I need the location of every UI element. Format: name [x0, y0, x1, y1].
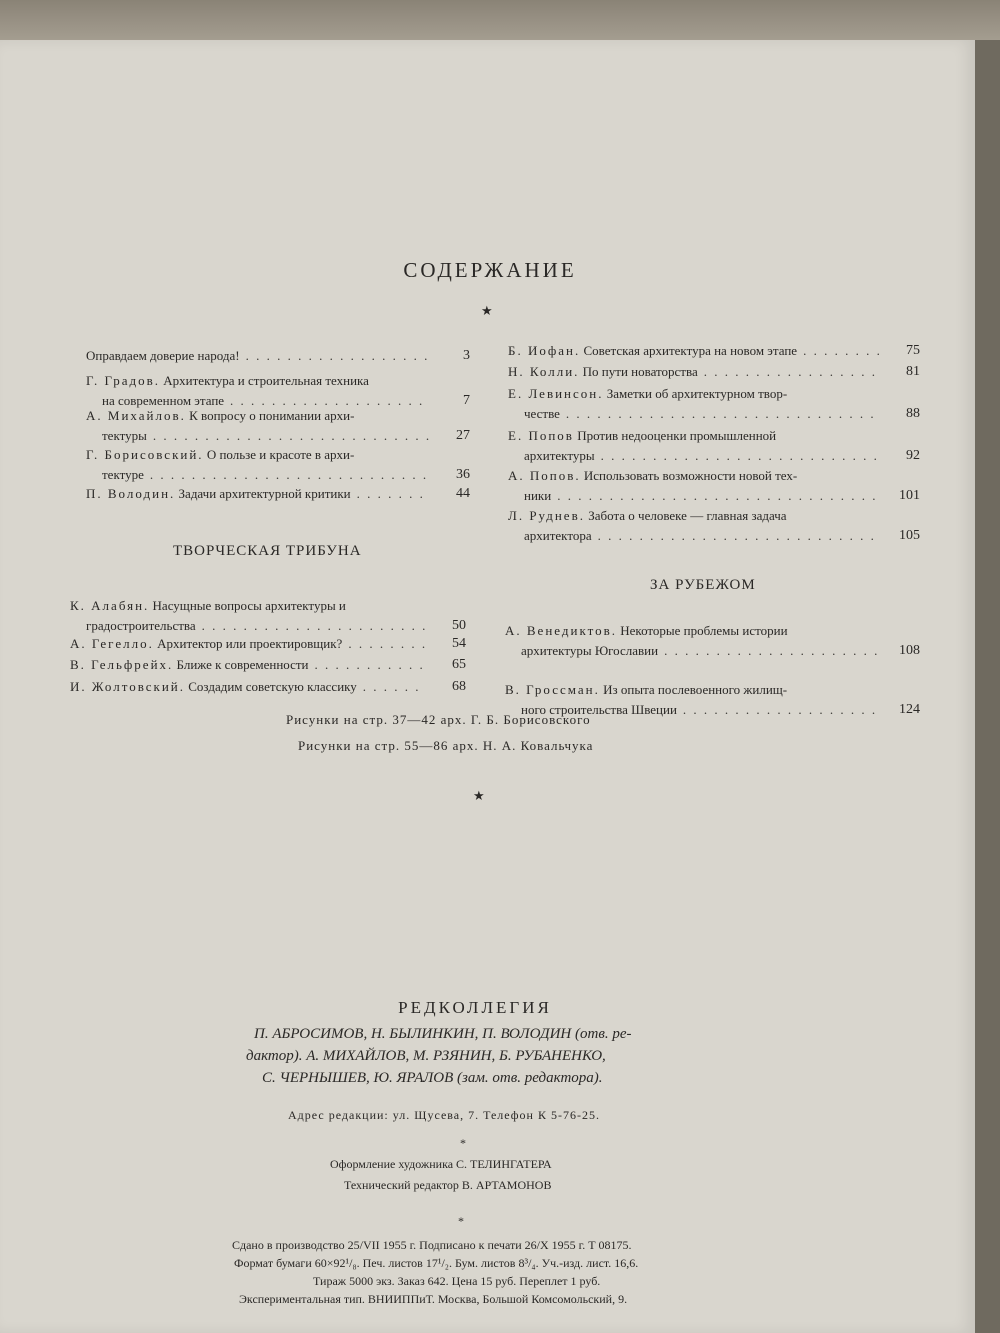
toc-entry-author: Е. Левинсон. [508, 386, 604, 401]
toc-entry-page: 75 [906, 343, 920, 358]
toc-entry-title: градостроительства [86, 618, 196, 633]
toc-entry-author: Г. Градов. [86, 373, 161, 388]
toc-entry-title: Забота о человеке — главная задача [588, 508, 787, 523]
toc-entry-page: 7 [463, 393, 470, 408]
editorial-board-line-1: П. АБРОСИМОВ, Н. БЫЛИНКИН, П. ВОЛОДИН (отв. ре- [254, 1026, 632, 1042]
toc-entry-author: А. Михайлов. [86, 408, 186, 423]
toc-entry-title: Создадим советскую классику [188, 679, 357, 694]
leader-dots [153, 426, 430, 446]
toc-entry-page: 36 [456, 467, 470, 482]
toc-entry-page: 108 [899, 643, 920, 658]
leader-dots [683, 700, 880, 720]
toc-entry-author: И. Жолтовский. [70, 679, 186, 694]
toc-entry-title: Некоторые проблемы истории [620, 623, 788, 638]
toc-entry-author: Е. Попов [508, 428, 574, 443]
imprint-line-3: Тираж 5000 экз. Заказ 642. Цена 15 руб. Переплет 1 руб. [313, 1274, 601, 1288]
toc-entry [86, 406, 470, 446]
leader-dots [357, 484, 430, 504]
editorial-board-line-3: С. ЧЕРНЫШЕВ, Ю. ЯРАЛОВ (зам. отв. редактора). [262, 1070, 603, 1086]
toc-entry-page: 101 [899, 488, 920, 503]
leader-dots [315, 655, 426, 675]
toc-entry-page: 44 [456, 486, 470, 501]
toc-entry-title: Заметки об архитектурном твор- [606, 386, 788, 401]
toc-entry [86, 445, 470, 485]
toc-entry-title: архитектуры Югославии [521, 643, 659, 658]
toc-entry-title: Архитектура и строительная техника [163, 373, 369, 388]
editorial-board-title: РЕДКОЛЛЕГИЯ [398, 998, 552, 1017]
toc-entry-title: тектуре [102, 467, 144, 482]
toc-entry-title: По пути новаторства [582, 364, 698, 379]
imprint-line-2: Формат бумаги 60×92¹/₈. Печ. листов 17¹/₂. Бум. листов 8³/₄. Уч.-изд. лист. 16,6. [234, 1256, 639, 1270]
toc-entry-author: Н. Колли. [508, 364, 580, 379]
toc-entry-page: 50 [452, 618, 466, 633]
section-title-abroad: ЗА РУБЕЖОМ [650, 577, 756, 593]
toc-entry-author: П. Володин. [86, 486, 176, 501]
toc-entry-author: А. Венедиктов. [505, 623, 617, 638]
editorial-board-line-2: дактор). А. МИХАЙЛОВ, М. РЗЯНИН, Б. РУБАНЕНКО, [246, 1048, 606, 1064]
toc-entry-page: 92 [906, 448, 920, 463]
toc-entry [505, 621, 920, 661]
toc-entry-author: А. Попов. [508, 468, 581, 483]
toc-entry-title: честве [524, 406, 560, 421]
toc-entry-page: 68 [452, 679, 466, 694]
toc-entry [508, 384, 920, 424]
toc-entry [86, 346, 470, 366]
imprint-line-1: Сдано в производство 25/VII 1955 г. Подписано к печати 26/X 1955 г. Т 08175. [232, 1238, 632, 1252]
toc-entry-title: Задачи архитектурной критики [178, 486, 351, 501]
leader-dots [557, 486, 880, 506]
small-star-2: * [458, 1214, 464, 1228]
toc-entry-title: Архитектор или проектировщик? [157, 636, 343, 651]
toc-entry-author: В. Гельфрейх. [70, 657, 174, 672]
toc-entry-title: К вопросу о понимании архи- [189, 408, 355, 423]
small-star-1: * [460, 1136, 466, 1150]
toc-entry-page: 105 [899, 528, 920, 543]
toc-entry-page: 65 [452, 657, 466, 672]
toc-entry-title: О пользе и красоте в архи- [206, 447, 355, 462]
toc-entry-author: Б. Иофан. [508, 343, 581, 358]
toc-entry [508, 426, 920, 466]
toc-entry [508, 341, 920, 361]
toc-entry-author: К. Алабян. [70, 598, 150, 613]
toc-entry-title: архитектора [524, 528, 592, 543]
star-divider-bottom: ★ [473, 788, 485, 803]
book-spine-edge [0, 0, 1000, 40]
toc-entry-page: 124 [899, 702, 920, 717]
toc-entry-title: Использовать возможности новой тех- [583, 468, 798, 483]
toc-entry [508, 362, 920, 382]
toc-entry-title: на современном этапе [102, 393, 225, 408]
technical-editor: Технический редактор В. АРТАМОНОВ [344, 1178, 552, 1192]
toc-entry-title: тектуры [102, 428, 147, 443]
toc-entry-page: 54 [452, 636, 466, 651]
design-credit: Оформление художника С. ТЕЛИНГАТЕРА [330, 1157, 552, 1171]
toc-entry [508, 506, 920, 546]
leader-dots [348, 634, 426, 654]
toc-entry-title: ного строительства Швеции [521, 702, 677, 717]
toc-entry [70, 596, 466, 636]
leader-dots [566, 404, 880, 424]
leader-dots [601, 446, 880, 466]
star-divider-top: ★ [481, 303, 493, 318]
section-title-tribune: ТВОРЧЕСКАЯ ТРИБУНА [173, 543, 362, 559]
toc-entry [86, 371, 470, 411]
leader-dots [246, 346, 430, 366]
toc-entry [86, 484, 470, 504]
leader-dots [150, 465, 430, 485]
toc-entry [508, 466, 920, 506]
toc-entry-title: Советская архитектура на новом этапе [583, 343, 798, 358]
illustrations-credit-1: Рисунки на стр. 37—42 арх. Г. Б. Борисовского [286, 712, 591, 727]
illustrations-credit-2: Рисунки на стр. 55—86 арх. Н. А. Ковальчука [298, 738, 594, 753]
imprint-line-4: Экспериментальная тип. ВНИИППиТ. Москва, Большой Комсомольский, 9. [239, 1292, 628, 1306]
toc-entry-title: ники [524, 488, 552, 503]
toc-entry-title: Ближе к современности [176, 657, 309, 672]
toc-entry-title: Насущные вопросы архитектуры и [152, 598, 346, 613]
toc-entry [70, 677, 466, 697]
toc-entry-page: 81 [906, 364, 920, 379]
toc-entry-page: 88 [906, 406, 920, 421]
toc-entry-author: А. Гегелло. [70, 636, 154, 651]
toc-entry-author: Г. Борисовский. [86, 447, 204, 462]
toc-entry-title: Из опыта послевоенного жилищ- [603, 682, 788, 697]
leader-dots [803, 341, 880, 361]
toc-title: СОДЕРЖАНИЕ [403, 258, 577, 282]
leader-dots [363, 677, 426, 697]
toc-entry-title: архитектуры [524, 448, 595, 463]
toc-entry-title: Оправдаем доверие народа! [86, 348, 240, 363]
toc-entry-author: Л. Руднев. [508, 508, 585, 523]
toc-entry [70, 655, 466, 675]
toc-entry-title: Против недооценки промышленной [577, 428, 777, 443]
toc-entry [70, 634, 466, 654]
toc-entry-page: 3 [463, 348, 470, 363]
editorial-address: Адрес редакции: ул. Щусева, 7. Телефон К 5-76-25. [288, 1108, 600, 1122]
leader-dots [202, 616, 426, 636]
toc-entry-author: В. Гроссман. [505, 682, 600, 697]
leader-dots [664, 641, 880, 661]
leader-dots [598, 526, 880, 546]
leader-dots [704, 362, 880, 382]
toc-entry-page: 27 [456, 428, 470, 443]
